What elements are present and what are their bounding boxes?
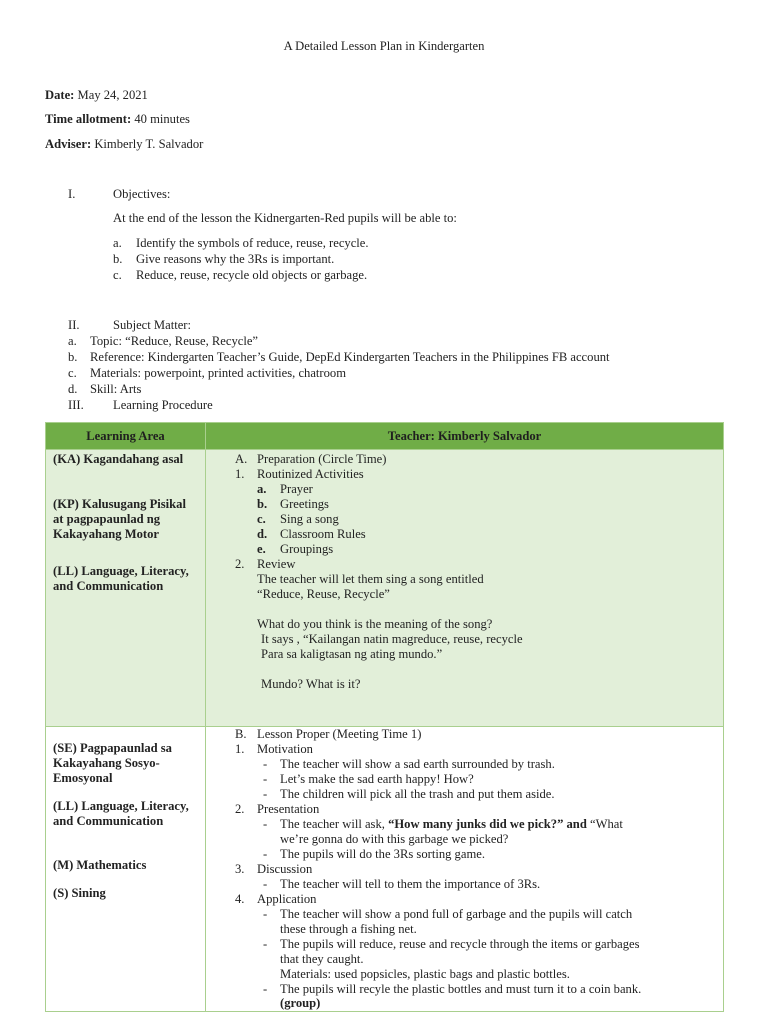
date-value: May 24, 2021 [77,88,148,102]
objectives-number: I. [68,187,76,201]
review-says: It says , “Kailangan natin magreduce, reuse, recycle [261,632,523,646]
table-row [46,727,724,1012]
subject-mark: d. [68,382,78,396]
adviser-label: Adviser: [45,137,92,151]
subject-item: Reference: Kindergarten Teacher’s Guide, DepEd Kindergarten Teachers in the Philippines FB account [90,350,610,364]
review-song: “Reduce, Reuse, Recycle” [257,587,390,601]
bullet-dash: - [263,847,268,861]
objectives-heading: Objectives: [113,187,171,201]
bullet-dash: - [263,907,268,921]
presentation-item: The pupils will do the 3Rs sorting game. [280,847,485,861]
header-learning-area: Learning Area [46,423,206,450]
application-item-cont: these through a fishing net. [280,922,417,936]
review-mundo: Mundo? What is it? [261,677,361,691]
routine-mark: b. [257,497,268,511]
objective-mark: c. [113,268,122,282]
motivation-item: Let’s make the sad earth happy! How? [280,772,474,786]
learning-area-ll: (LL) Language, Literacy, and Communication [53,799,189,828]
motivation-item: The children will pick all the trash and put them aside. [280,787,555,801]
subject-mark: c. [68,366,77,380]
objective-item: Identify the symbols of reduce, reuse, recycle. [136,236,369,250]
step-mark: 1. [235,742,245,756]
subject-item: Materials: powerpoint, printed activities, chatroom [90,366,347,380]
step-title: Application [257,892,317,906]
application-materials: Materials: used popsicles, plastic bags and plastic bottles. [280,967,570,981]
objective-mark: a. [113,236,122,250]
routine-item: Greetings [280,497,329,511]
subject-mark: b. [68,350,78,364]
procedure-heading: Learning Procedure [113,398,213,412]
presentation-item [280,817,623,832]
application-item: The pupils will reduce, reuse and recycle through the items or garbages [280,937,640,951]
learning-area-kp: (KP) Kalusugang Pisikal at pagpapaunlad ng Kakayahang Motor [53,497,186,541]
bullet-dash: - [263,877,268,891]
objective-item: Give reasons why the 3Rs is important. [136,252,335,266]
time-value: 40 minutes [134,112,190,126]
learning-area-se: (SE) Pagpapaunlad sa Kakayahang Sosyo-Emosyonal [53,741,172,785]
review-says-cont: Para sa kaligtasan ng ating mundo.” [261,647,443,661]
step-mark: 4. [235,892,245,906]
subject-item: Skill: Arts [90,382,142,396]
date-line [45,88,148,103]
step-mark: 1. [235,467,245,481]
step-mark: 2. [235,557,245,571]
section-mark: B. [235,727,247,741]
bullet-dash: - [263,982,268,996]
application-item-cont: that they caught. [280,952,364,966]
date-label: Date: [45,88,75,102]
bullet-dash: - [263,772,268,786]
bullet-dash: - [263,787,268,801]
section-mark: A. [235,452,248,466]
step-title: Presentation [257,802,320,816]
discussion-item: The teacher will tell to them the importance of 3Rs. [280,877,541,891]
bullet-dash: - [263,937,268,951]
learning-area-ll: (LL) Language, Literacy, and Communication [53,564,189,593]
section-title: Lesson Proper (Meeting Time 1) [257,727,422,741]
procedure-number: III. [68,398,84,412]
section-title: Preparation (Circle Time) [257,452,387,466]
learning-area-m: (M) Mathematics [53,858,147,872]
routine-mark: e. [257,542,266,556]
routine-mark: c. [257,512,266,526]
presentation-question: “How many junks did we pick?” and [388,817,587,831]
routine-mark: a. [257,482,267,496]
routine-item: Prayer [280,482,313,496]
subject-mark: a. [68,334,77,348]
subject-heading: Subject Matter: [113,318,191,332]
application-group: (group) [280,996,321,1010]
adviser-line [45,137,203,152]
procedure-cell [206,727,724,1012]
learning-area-s: (S) Sining [53,886,106,900]
step-title: Motivation [257,742,313,756]
step-mark: 2. [235,802,245,816]
presentation-item-cont: we’re gonna do with this garbage we picked? [280,832,509,846]
procedure-cell [206,450,724,727]
learning-area-cell [46,727,206,1012]
learning-area-ka: (KA) Kagandahang asal [53,452,184,466]
objective-mark: b. [113,252,123,266]
subject-item: Topic: “Reduce, Reuse, Recycle” [90,334,259,348]
subject-number: II. [68,318,80,332]
review-question: What do you think is the meaning of the song? [257,617,493,631]
table-row [46,450,724,727]
motivation-item: The teacher will show a sad earth surrounded by trash. [280,757,555,771]
bullet-dash: - [263,757,268,771]
routine-item: Sing a song [280,512,339,526]
step-title: Discussion [257,862,313,876]
step-title: Review [257,557,296,571]
header-teacher: Teacher: Kimberly Salvador [206,423,724,450]
objectives-intro: At the end of the lesson the Kidnergarten-Red pupils will be able to: [113,211,457,225]
document-title: A Detailed Lesson Plan in Kindergarten [283,39,485,53]
routine-item: Classroom Rules [280,527,366,541]
routine-mark: d. [257,527,268,541]
adviser-value: Kimberly T. Salvador [94,137,204,151]
time-line [45,112,190,127]
objective-item: Reduce, reuse, recycle old objects or garbage. [136,268,368,282]
time-label: Time allotment: [45,112,132,126]
application-item: The pupils will recyle the plastic bottles and must turn it to a coin bank. [280,982,642,996]
routine-item: Groupings [280,542,334,556]
learning-area-cell [46,450,206,727]
presentation-text: The teacher will ask, [280,817,389,831]
review-text: The teacher will let them sing a song entitled [257,572,484,586]
presentation-text: “What [586,817,623,831]
learning-procedure-table [45,422,724,1012]
application-item: The teacher will show a pond full of garbage and the pupils will catch [280,907,633,921]
step-mark: 3. [235,862,245,876]
bullet-dash: - [263,817,268,831]
step-title: Routinized Activities [257,467,364,481]
